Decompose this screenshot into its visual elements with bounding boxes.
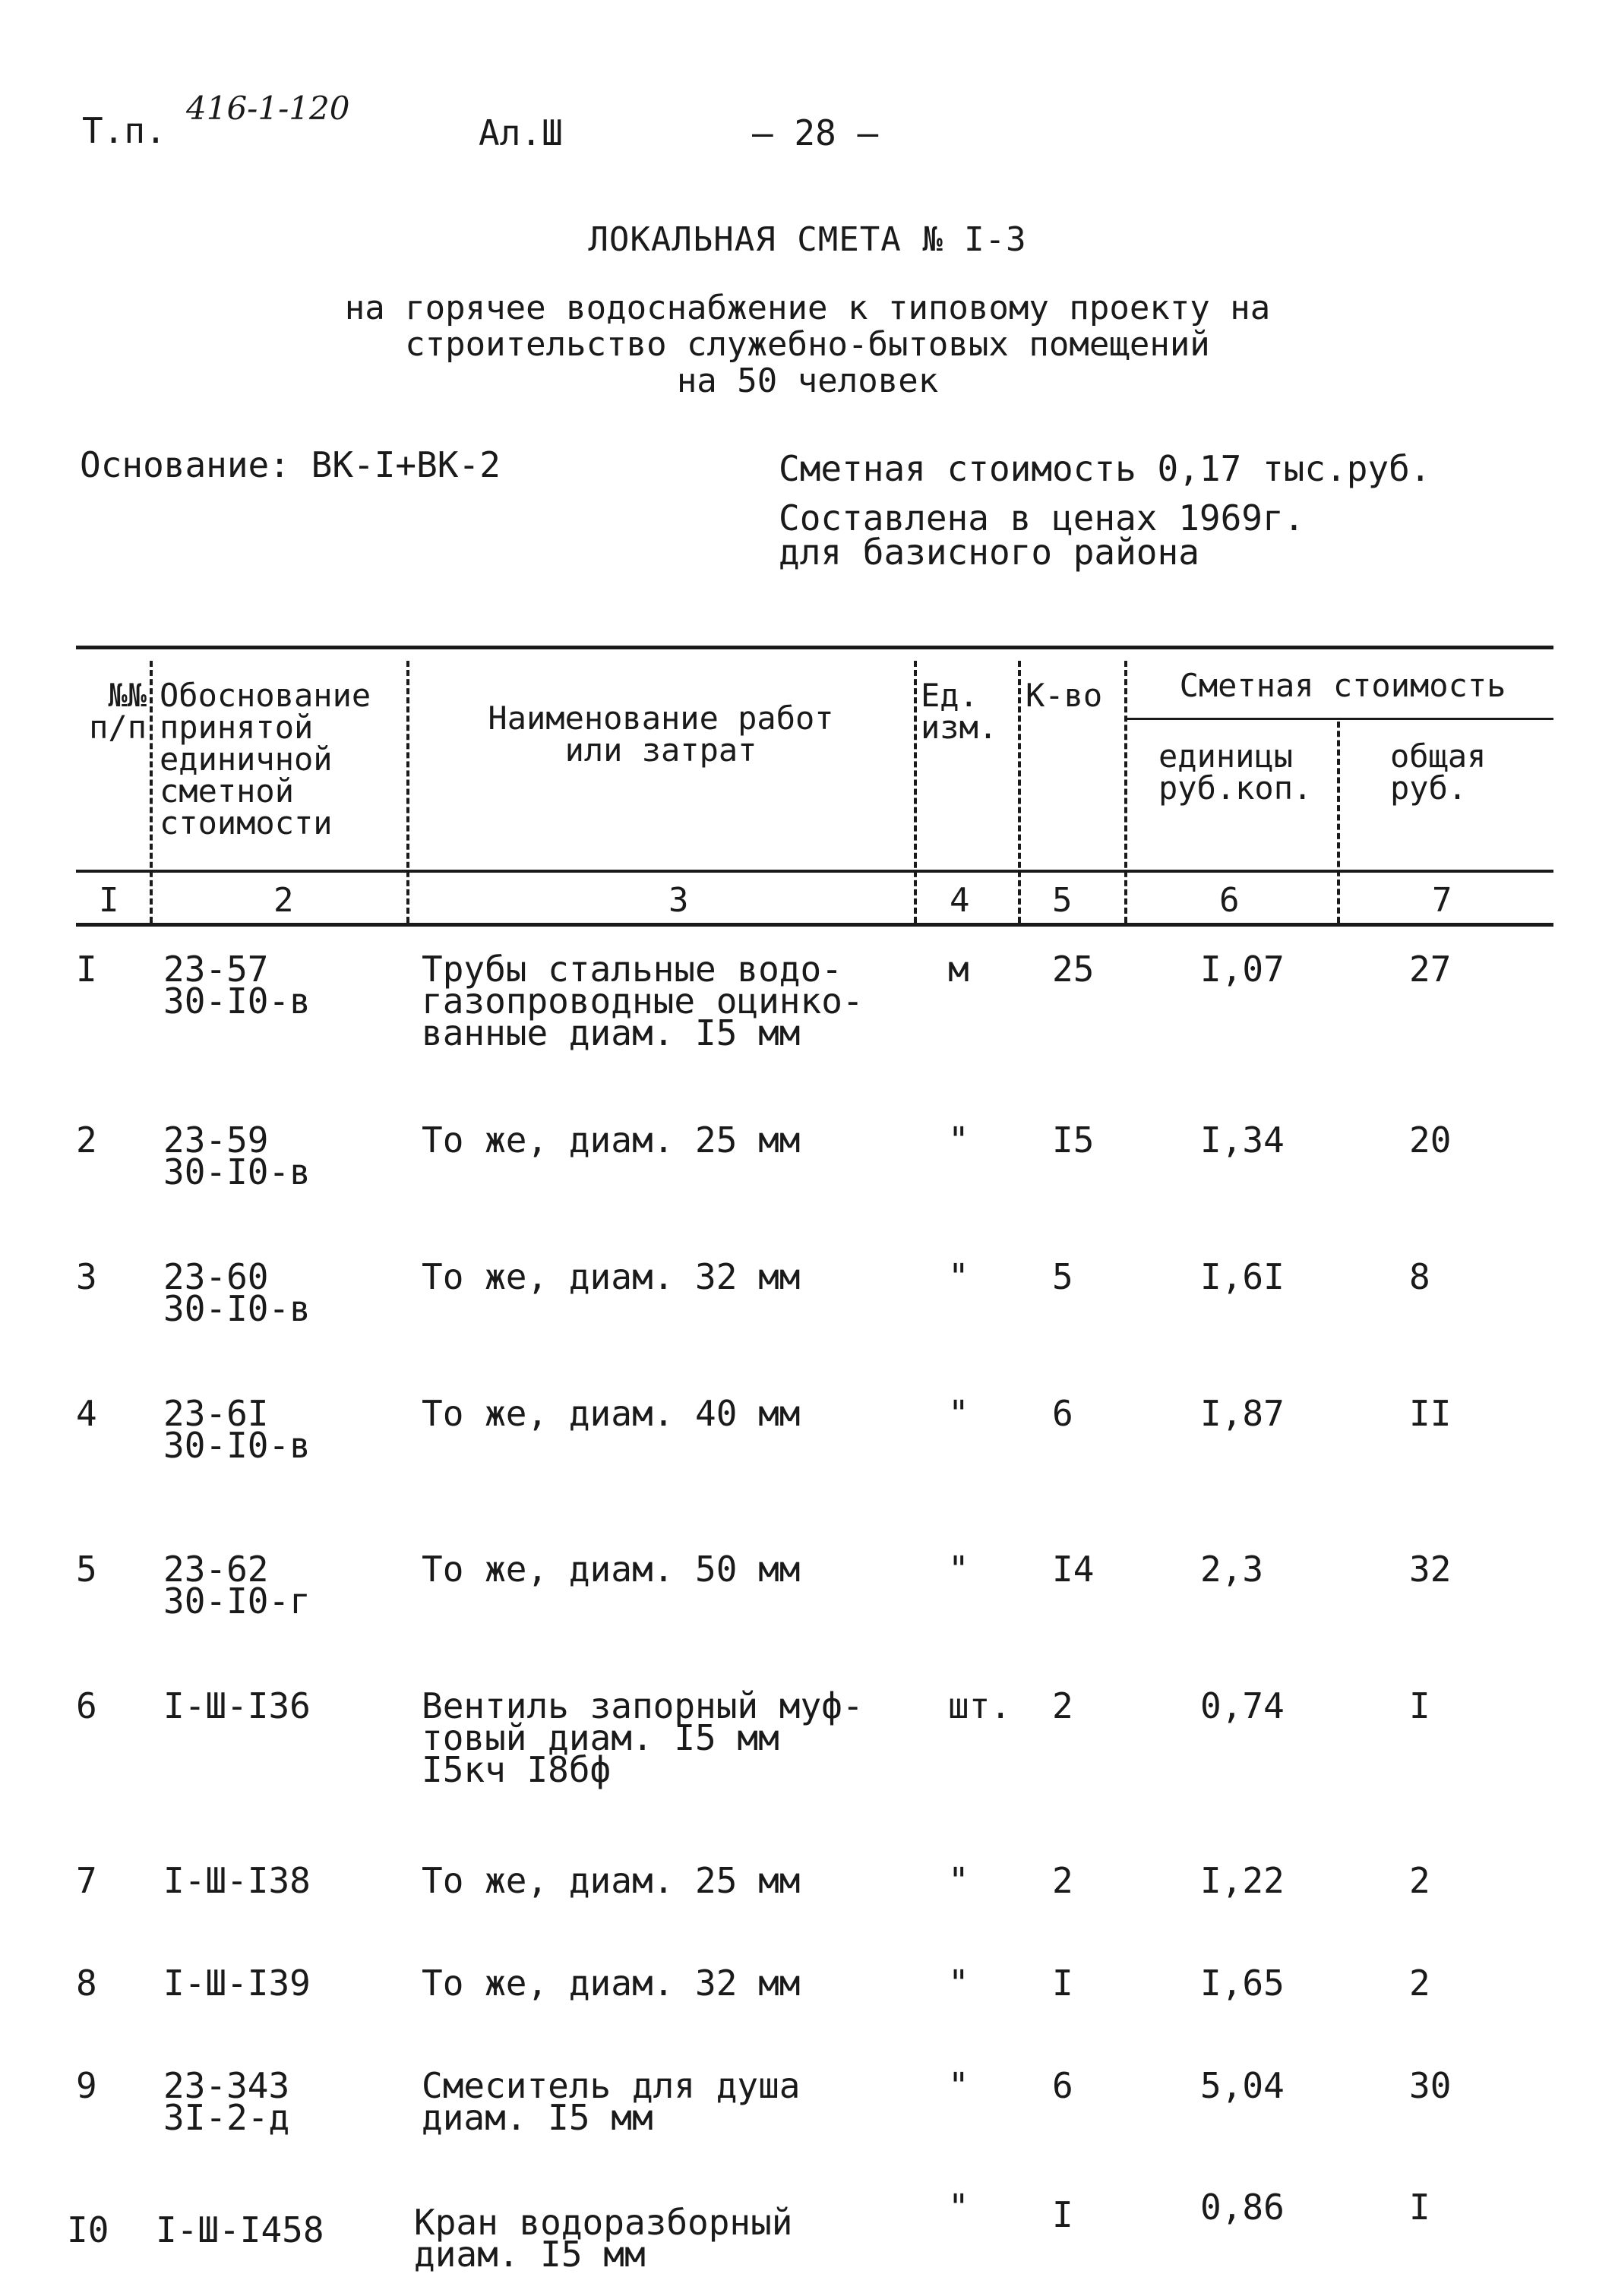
row5-qty: I4 <box>1052 1549 1095 1590</box>
row8-unit-cost: I,65 <box>1200 1963 1285 2004</box>
row2-qty: I5 <box>1052 1120 1095 1161</box>
row4-name: То же, диам. 40 мм <box>422 1393 801 1434</box>
row4-unit-cost: I,87 <box>1200 1393 1285 1434</box>
row3-basis: 23-60 30-I0-в <box>163 1256 311 1329</box>
colnum-5: 5 <box>1052 881 1073 920</box>
row1-basis: 23-57 30-I0-в <box>163 949 311 1022</box>
row1-qty: 25 <box>1052 949 1095 990</box>
row4-total: II <box>1409 1393 1452 1434</box>
table-top-rule <box>76 646 1553 649</box>
row7-total: 2 <box>1409 1860 1430 1901</box>
row5-unit-cost: 2,3 <box>1200 1549 1264 1590</box>
row9-total: 30 <box>1409 2065 1452 2106</box>
row9-name: Смеситель для душа диам. I5 мм <box>422 2065 801 2138</box>
row9-qty: 6 <box>1052 2065 1073 2106</box>
header-cost-group: Сметная стоимость <box>1179 667 1506 704</box>
row10-name: Кран водоразборный диам. I5 мм <box>414 2202 793 2275</box>
row8-total: 2 <box>1409 1963 1430 2004</box>
row8-unit: " <box>948 1963 969 2004</box>
header-unit-cost: единицы руб.коп. <box>1158 737 1313 807</box>
row5-num: 5 <box>76 1549 97 1590</box>
row2-unit-cost: I,34 <box>1200 1120 1285 1161</box>
row9-unit: " <box>948 2065 969 2106</box>
row10-num: I0 <box>67 2209 109 2250</box>
row3-unit: " <box>948 1256 969 1297</box>
colnum-2: 2 <box>273 881 294 920</box>
row7-num: 7 <box>76 1860 97 1901</box>
row7-unit-cost: I,22 <box>1200 1860 1285 1901</box>
colnum-6: 6 <box>1219 881 1240 920</box>
title-line-3: на 50 человек <box>676 362 939 400</box>
row2-unit: " <box>948 1120 969 1161</box>
row10-unit: " <box>948 2187 969 2228</box>
colnum-3: 3 <box>668 881 689 920</box>
row2-name: То же, диам. 25 мм <box>422 1120 801 1161</box>
header-total-cost: общая руб. <box>1390 737 1487 807</box>
row9-num: 9 <box>76 2065 97 2106</box>
col-sep-5 <box>1124 661 1127 923</box>
row2-basis: 23-59 30-I0-в <box>163 1120 311 1192</box>
row1-total: 27 <box>1409 949 1452 990</box>
tp-label: Т.п. <box>82 110 166 151</box>
row6-total: I <box>1409 1685 1430 1726</box>
row6-num: 6 <box>76 1685 97 1726</box>
row10-total: I <box>1409 2187 1430 2228</box>
row6-basis: I-Ш-I36 <box>163 1685 311 1726</box>
prices-note-1: Составлена в ценах 1969г. <box>779 497 1305 538</box>
row7-basis: I-Ш-I38 <box>163 1860 311 1901</box>
row6-unit: шт. <box>948 1685 1012 1726</box>
row8-qty: I <box>1052 1963 1073 2004</box>
row3-name: То же, диам. 32 мм <box>422 1256 801 1297</box>
row9-basis: 23-343 3I-2-д <box>163 2065 290 2138</box>
col-sep-3 <box>914 661 917 923</box>
colnum-bottom-rule <box>76 923 1553 927</box>
row2-total: 20 <box>1409 1120 1452 1161</box>
estimated-cost: Сметная стоимость 0,17 тыс.руб. <box>779 448 1431 489</box>
row3-qty: 5 <box>1052 1256 1073 1297</box>
row6-unit-cost: 0,74 <box>1200 1685 1285 1726</box>
row8-num: 8 <box>76 1963 97 2004</box>
prices-note-2: для базисного района <box>779 532 1199 573</box>
row7-name: То же, диам. 25 мм <box>422 1860 801 1901</box>
colnum-4: 4 <box>950 881 970 920</box>
document-title: ЛОКАЛЬНАЯ СМЕТА № I-3 <box>588 220 1027 259</box>
row3-unit-cost: I,6I <box>1200 1256 1285 1297</box>
row6-qty: 2 <box>1052 1685 1073 1726</box>
header-name: Наименование работ или затрат <box>488 700 834 769</box>
col-sep-4 <box>1018 661 1021 923</box>
row10-qty: I <box>1052 2194 1073 2235</box>
row5-name: То же, диам. 50 мм <box>422 1549 801 1590</box>
header-qty: К-во <box>1026 677 1103 714</box>
row5-unit: " <box>948 1549 969 1590</box>
row1-unit: м <box>948 949 969 990</box>
title-line-1: на горячее водоснабжение к типовому проекту на <box>344 289 1271 327</box>
row4-qty: 6 <box>1052 1393 1073 1434</box>
tp-number: 416-1-120 <box>186 90 350 127</box>
row7-qty: 2 <box>1052 1860 1073 1901</box>
row8-basis: I-Ш-I39 <box>163 1963 311 2004</box>
header-bottom-rule <box>76 870 1553 873</box>
row9-unit-cost: 5,04 <box>1200 2065 1285 2106</box>
colnum-7: 7 <box>1432 881 1452 920</box>
row8-name: То же, диам. 32 мм <box>422 1963 801 2004</box>
row7-unit: " <box>948 1860 969 1901</box>
row1-unit-cost: I,07 <box>1200 949 1285 990</box>
row5-total: 32 <box>1409 1549 1452 1590</box>
row3-total: 8 <box>1409 1256 1430 1297</box>
row4-unit: " <box>948 1393 969 1434</box>
row3-num: 3 <box>76 1256 97 1297</box>
row1-num: I <box>76 949 97 990</box>
colnum-1: I <box>99 881 119 920</box>
header-basis: Обоснование принятой единичной сметной стоимости <box>160 677 371 842</box>
page-number: – 28 – <box>752 112 879 153</box>
album-label: Ал.Ш <box>479 112 563 153</box>
header-unit: Ед. изм. <box>921 677 998 746</box>
row4-num: 4 <box>76 1393 97 1434</box>
row5-basis: 23-62 30-I0-г <box>163 1549 311 1622</box>
row6-name: Вентиль запорный муф- товый диам. I5 мм I5кч I8бф <box>422 1685 864 1790</box>
row4-basis: 23-6I 30-I0-в <box>163 1393 311 1466</box>
row2-num: 2 <box>76 1120 97 1161</box>
col-sep-1 <box>150 661 153 923</box>
row1-name: Трубы стальные водо- газопроводные оцинко- ванные диам. I5 мм <box>422 949 864 1053</box>
col-sep-6 <box>1337 722 1340 923</box>
cost-group-rule <box>1124 718 1553 720</box>
basis-text: Основание: ВК-I+ВК-2 <box>80 444 501 485</box>
header-num: №№ п/п <box>89 677 147 746</box>
col-sep-2 <box>406 661 409 923</box>
title-line-2: строительство служебно-бытовых помещений <box>405 325 1210 364</box>
row10-basis: I-Ш-I458 <box>156 2209 324 2250</box>
row10-unit-cost: 0,86 <box>1200 2187 1285 2228</box>
